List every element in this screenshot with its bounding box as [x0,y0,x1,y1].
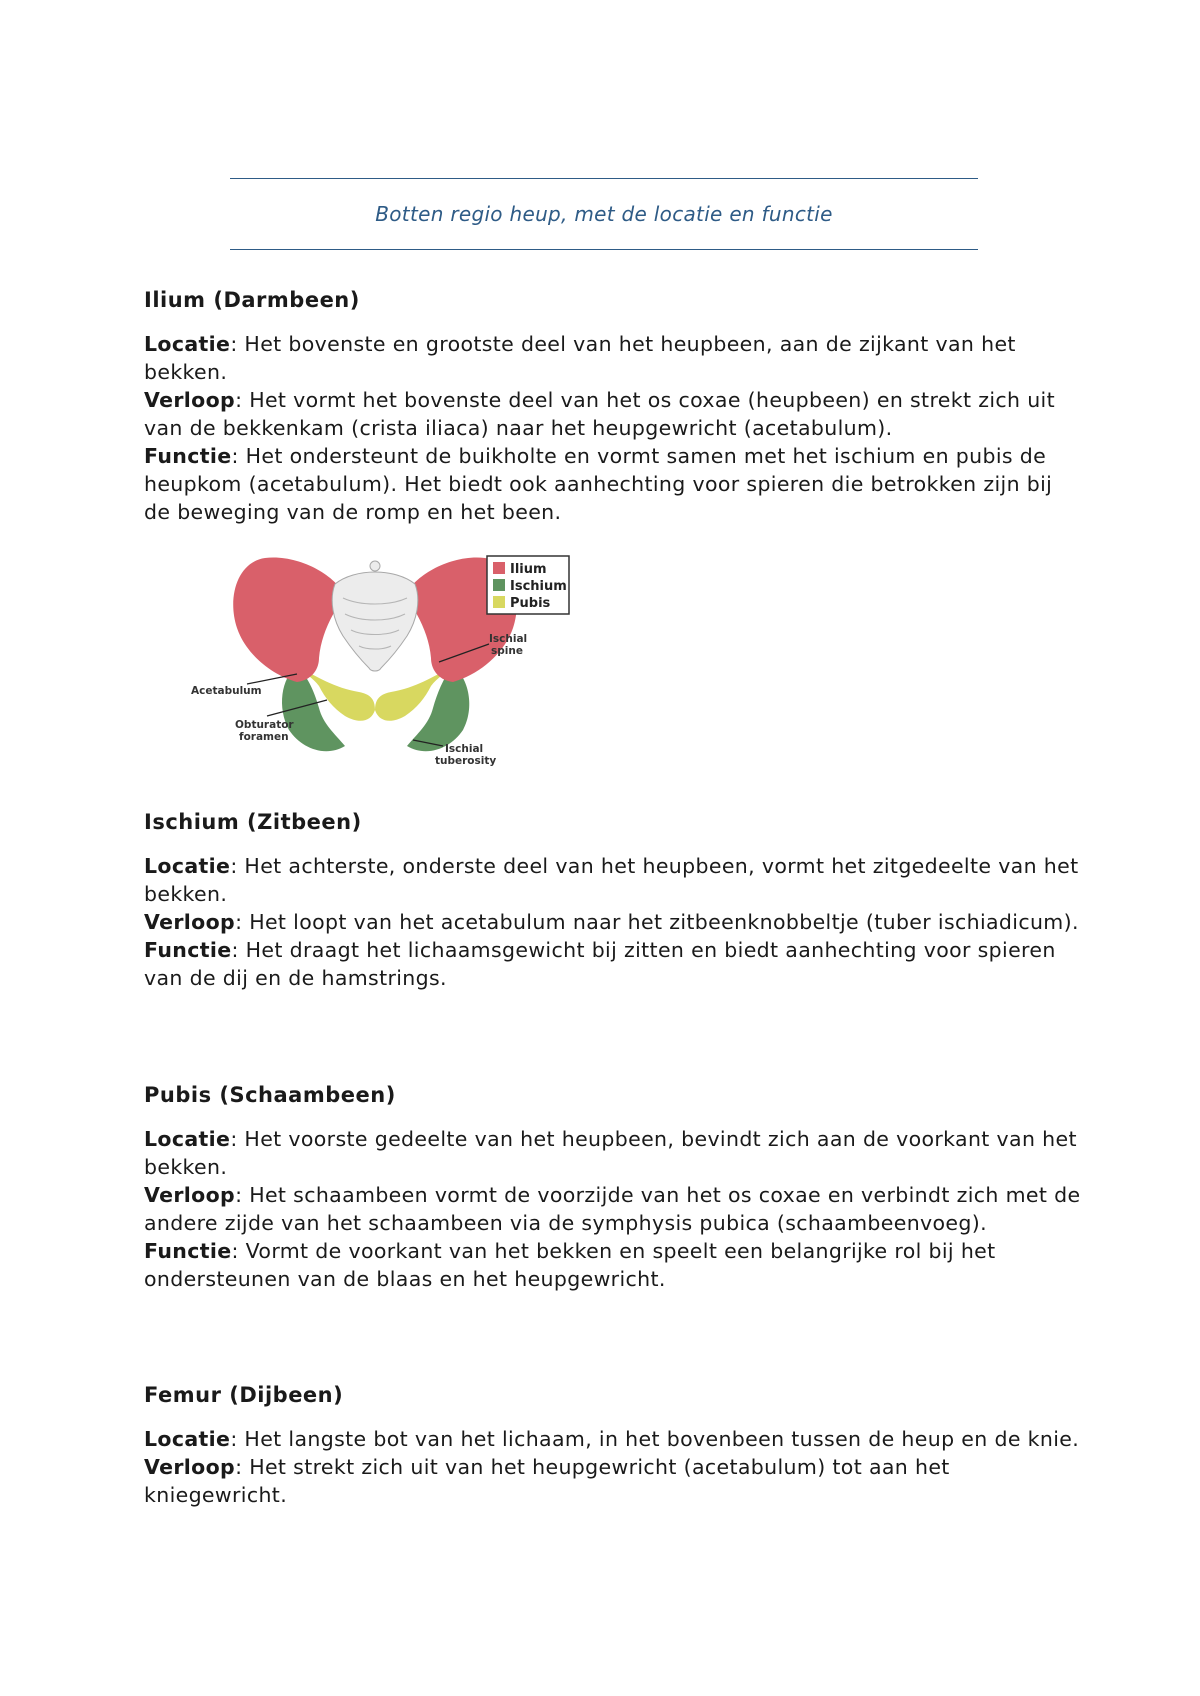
functie-paragraph [144,1237,1084,1293]
legend-pubis: Pubis [510,596,551,611]
verloop-paragraph [144,386,1084,442]
section-ischium [144,808,1084,992]
functie-paragraph [144,936,1084,992]
pelvis-figure [185,548,625,774]
legend-swatch-ilium [493,562,505,574]
title-block [230,178,978,250]
document-title: Botten regio heup, met de locatie en functie [375,202,833,226]
ilium-left [233,557,345,682]
locatie-paragraph [144,1125,1084,1181]
pelvis-diagram [185,548,625,774]
section-heading: Pubis (Schaambeen) [144,1083,396,1107]
verloop-label: Verloop [144,910,236,934]
verloop-text: : Het strekt zich uit van het heupgewricht (acetabulum) tot aan het kniegewricht. [144,1455,950,1507]
label-ischial-tuberosity-1: Ischial [445,743,484,755]
functie-paragraph [144,442,1084,526]
functie-text: : Het ondersteunt de buikholte en vormt samen met het ischium en pubis de heupkom (acetabulum). Het biedt ook aanhechting voor spieren die betrokken zijn bij de beweging van de romp en het been. [144,444,1053,524]
section-ilium [144,286,1084,526]
locatie-label: Locatie [144,1427,231,1451]
verloop-label: Verloop [144,388,236,412]
locatie-text: : Het bovenste en grootste deel van het heupbeen, aan de zijkant van het bekken. [144,332,1016,384]
section-heading: Femur (Dijbeen) [144,1383,344,1407]
verloop-paragraph [144,1181,1084,1237]
label-ischial-spine-2: spine [491,645,523,657]
verloop-paragraph [144,1453,1084,1509]
legend-swatch-ischium [493,579,505,591]
section-femur [144,1381,1084,1509]
functie-label: Functie [144,444,232,468]
verloop-label: Verloop [144,1183,236,1207]
sacrum-top [370,561,380,571]
legend-swatch-pubis [493,596,505,608]
locatie-paragraph [144,1425,1084,1453]
label-obturator-2: foramen [239,731,289,743]
legend-ilium: Ilium [510,562,547,577]
functie-text: : Het draagt het lichaamsgewicht bij zitten en biedt aanhechting voor spieren van de dij en de hamstrings. [144,938,1056,990]
locatie-paragraph [144,852,1084,908]
verloop-paragraph [144,908,1084,936]
locatie-label: Locatie [144,1127,231,1151]
section-heading: Ilium (Darmbeen) [144,288,360,312]
verloop-text: : Het schaambeen vormt de voorzijde van het os coxae en verbindt zich met de andere zijde van het schaambeen via de symphysis pubica (schaambeenvoeg). [144,1183,1081,1235]
locatie-text: : Het langste bot van het lichaam, in het bovenbeen tussen de heup en de knie. [230,1427,1080,1451]
functie-text: : Vormt de voorkant van het bekken en speelt een belangrijke rol bij het ondersteunen van de blaas en het heupgewricht. [144,1239,996,1291]
label-acetabulum: Acetabulum [191,685,262,697]
locatie-label: Locatie [144,854,231,878]
verloop-text: : Het loopt van het acetabulum naar het zitbeenknobbeltje (tuber ischiadicum). [235,910,1079,934]
label-ischial-tuberosity-2: tuberosity [435,755,497,767]
locatie-paragraph [144,330,1084,386]
label-obturator-1: Obturator [235,719,294,731]
locatie-text: : Het voorste gedeelte van het heupbeen, bevindt zich aan de voorkant van het bekken. [144,1127,1077,1179]
verloop-label: Verloop [144,1455,236,1479]
locatie-text: : Het achterste, onderste deel van het heupbeen, vormt het zitgedeelte van het bekken. [144,854,1079,906]
label-ischial-spine-1: Ischial [489,633,528,645]
functie-label: Functie [144,1239,232,1263]
legend-ischium: Ischium [510,579,567,594]
section-pubis [144,1081,1084,1293]
functie-label: Functie [144,938,232,962]
section-heading: Ischium (Zitbeen) [144,810,362,834]
sacrum [332,572,418,671]
verloop-text: : Het vormt het bovenste deel van het os coxae (heupbeen) en strekt zich uit van de bekkenkam (crista iliaca) naar het heupgewricht (acetabulum). [144,388,1055,440]
locatie-label: Locatie [144,332,231,356]
